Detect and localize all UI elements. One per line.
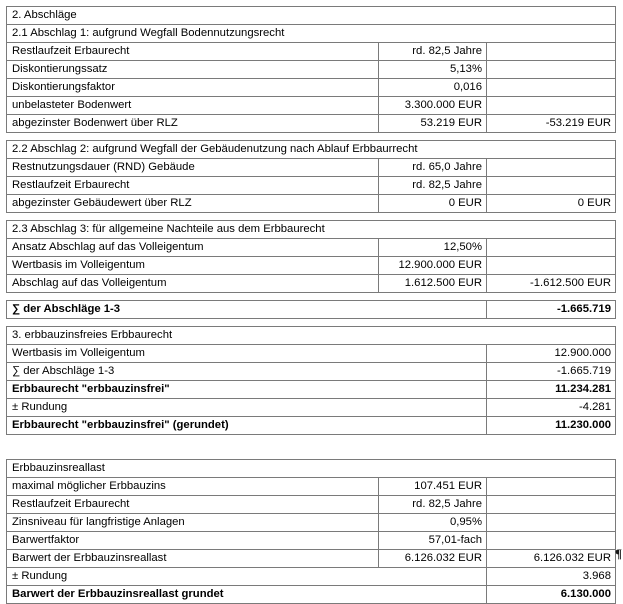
row-value: rd. 82,5 Jahre (379, 43, 487, 61)
section-title-row (7, 7, 616, 25)
table-row (7, 363, 616, 381)
subsection-title-row (7, 221, 616, 239)
block-spacer-large (6, 435, 615, 459)
subsection-title-2-2: 2.2 Abschlag 2: aufgrund Wegfall der Gebäudenutzung nach Ablauf Erbbaurrecht (7, 141, 616, 159)
row-value: rd. 82,5 Jahre (379, 177, 487, 195)
total-value: 6.130.000 (487, 586, 616, 604)
row-label: Abschlag auf das Volleigentum (7, 275, 379, 293)
row-result (487, 177, 616, 195)
table-row-subtotal (7, 275, 616, 293)
row-value: 53.219 EUR (379, 115, 487, 133)
row-label: Diskontierungsfaktor (7, 79, 379, 97)
row-result (487, 478, 616, 496)
table-row (7, 97, 616, 115)
row-label: Erbbaurecht "erbbauzinsfrei" (7, 381, 487, 399)
table-row (7, 478, 616, 496)
row-result (487, 97, 616, 115)
row-result: 6.126.032 EUR (487, 550, 616, 568)
section-title-erbbauzinsfrei: 3. erbbauzinsfreies Erbbaurecht (7, 327, 616, 345)
row-value: rd. 65,0 Jahre (379, 159, 487, 177)
row-label: unbelasteter Bodenwert (7, 97, 379, 115)
row-label: Barwertfaktor (7, 532, 379, 550)
table-erbbauzinsfrei (6, 326, 616, 435)
row-result: 0 EUR (487, 195, 616, 213)
table-row-total (7, 381, 616, 399)
row-value: 0 EUR (379, 195, 487, 213)
table-row (7, 177, 616, 195)
row-value: 0,016 (379, 79, 487, 97)
block-spacer (6, 213, 615, 220)
row-value: 12,50% (379, 239, 487, 257)
row-result (487, 514, 616, 532)
row-label: Restlaufzeit Erbaurecht (7, 43, 379, 61)
row-label: Ansatz Abschlag auf das Volleigentum (7, 239, 379, 257)
row-label: ± Rundung (7, 399, 487, 417)
section-title-row (7, 327, 616, 345)
row-value: 107.451 EUR (379, 478, 487, 496)
total-label: ∑ der Abschläge 1-3 (7, 301, 487, 319)
block-spacer (6, 319, 615, 326)
table-row (7, 239, 616, 257)
row-label: Zinsniveau für langfristige Anlagen (7, 514, 379, 532)
row-value: 6.126.032 EUR (379, 550, 487, 568)
table-row (7, 159, 616, 177)
row-label: Barwert der Erbbauzinsreallast (7, 550, 379, 568)
row-value: 12.900.000 (487, 345, 616, 363)
row-result (487, 257, 616, 275)
section-title-reallast: Erbbauzinsreallast (7, 460, 616, 478)
row-label: maximal möglicher Erbbauzins (7, 478, 379, 496)
row-result: -1.612.500 EUR (487, 275, 616, 293)
row-value: 11.234.281 (487, 381, 616, 399)
table-abschlaege (6, 6, 616, 133)
table-abschlag-2 (6, 140, 616, 213)
subsection-title-row (7, 25, 616, 43)
row-label: Restlaufzeit Erbaurecht (7, 496, 379, 514)
row-result (487, 79, 616, 97)
row-label: Restlaufzeit Erbaurecht (7, 177, 379, 195)
row-value: 5,13% (379, 61, 487, 79)
paragraph-mark-icon: ¶ (614, 546, 622, 561)
row-value: rd. 82,5 Jahre (379, 496, 487, 514)
row-value: 3.300.000 EUR (379, 97, 487, 115)
row-result (487, 61, 616, 79)
row-value: 0,95% (379, 514, 487, 532)
row-value: 1.612.500 EUR (379, 275, 487, 293)
row-result (487, 43, 616, 61)
section-title-abschlaege: 2. Abschläge (7, 7, 616, 25)
table-row (7, 257, 616, 275)
subsection-title-2-3: 2.3 Abschlag 3: für allgemeine Nachteile aus dem Erbbaurecht (7, 221, 616, 239)
table-row-total (7, 586, 616, 604)
row-value: 11.230.000 (487, 417, 616, 435)
rounding-label: ± Rundung (7, 568, 487, 586)
table-row-rounding (7, 568, 616, 586)
table-row-subtotal (7, 115, 616, 133)
row-label: Restnutzungsdauer (RND) Gebäude (7, 159, 379, 177)
row-label: Wertbasis im Volleigentum (7, 257, 379, 275)
block-spacer (6, 293, 615, 300)
total-label: Barwert der Erbbauzinsreallast grundet (7, 586, 487, 604)
row-result (487, 159, 616, 177)
table-row (7, 79, 616, 97)
row-label: Diskontierungssatz (7, 61, 379, 79)
row-value: 57,01-fach (379, 532, 487, 550)
row-value: 12.900.000 EUR (379, 257, 487, 275)
row-label: abgezinster Gebäudewert über RLZ (7, 195, 379, 213)
section-title-row (7, 460, 616, 478)
row-value: -1.665.719 (487, 363, 616, 381)
table-row (7, 496, 616, 514)
row-label: ∑ der Abschläge 1-3 (7, 363, 487, 381)
table-erbbauzinsreallast (6, 459, 616, 604)
row-result (487, 496, 616, 514)
table-row-subtotal (7, 195, 616, 213)
table-row (7, 514, 616, 532)
table-row-subtotal (7, 550, 616, 568)
table-row (7, 345, 616, 363)
row-result: -53.219 EUR (487, 115, 616, 133)
row-value: -4.281 (487, 399, 616, 417)
table-row (7, 399, 616, 417)
table-abschlag-3 (6, 220, 616, 293)
rounding-value: 3.968 (487, 568, 616, 586)
table-summe-abschlaege (6, 300, 616, 319)
subsection-title-2-1: 2.1 Abschlag 1: aufgrund Wegfall Bodennutzungsrecht (7, 25, 616, 43)
row-result (487, 239, 616, 257)
row-label: Wertbasis im Volleigentum (7, 345, 487, 363)
row-label: abgezinster Bodenwert über RLZ (7, 115, 379, 133)
total-value: -1.665.719 (487, 301, 616, 319)
block-spacer (6, 133, 615, 140)
row-label: Erbbaurecht "erbbauzinsfrei" (gerundet) (7, 417, 487, 435)
row-result (487, 532, 616, 550)
subsection-title-row (7, 141, 616, 159)
table-row (7, 532, 616, 550)
table-row (7, 61, 616, 79)
table-row-total (7, 417, 616, 435)
table-row-total (7, 301, 616, 319)
table-row (7, 43, 616, 61)
